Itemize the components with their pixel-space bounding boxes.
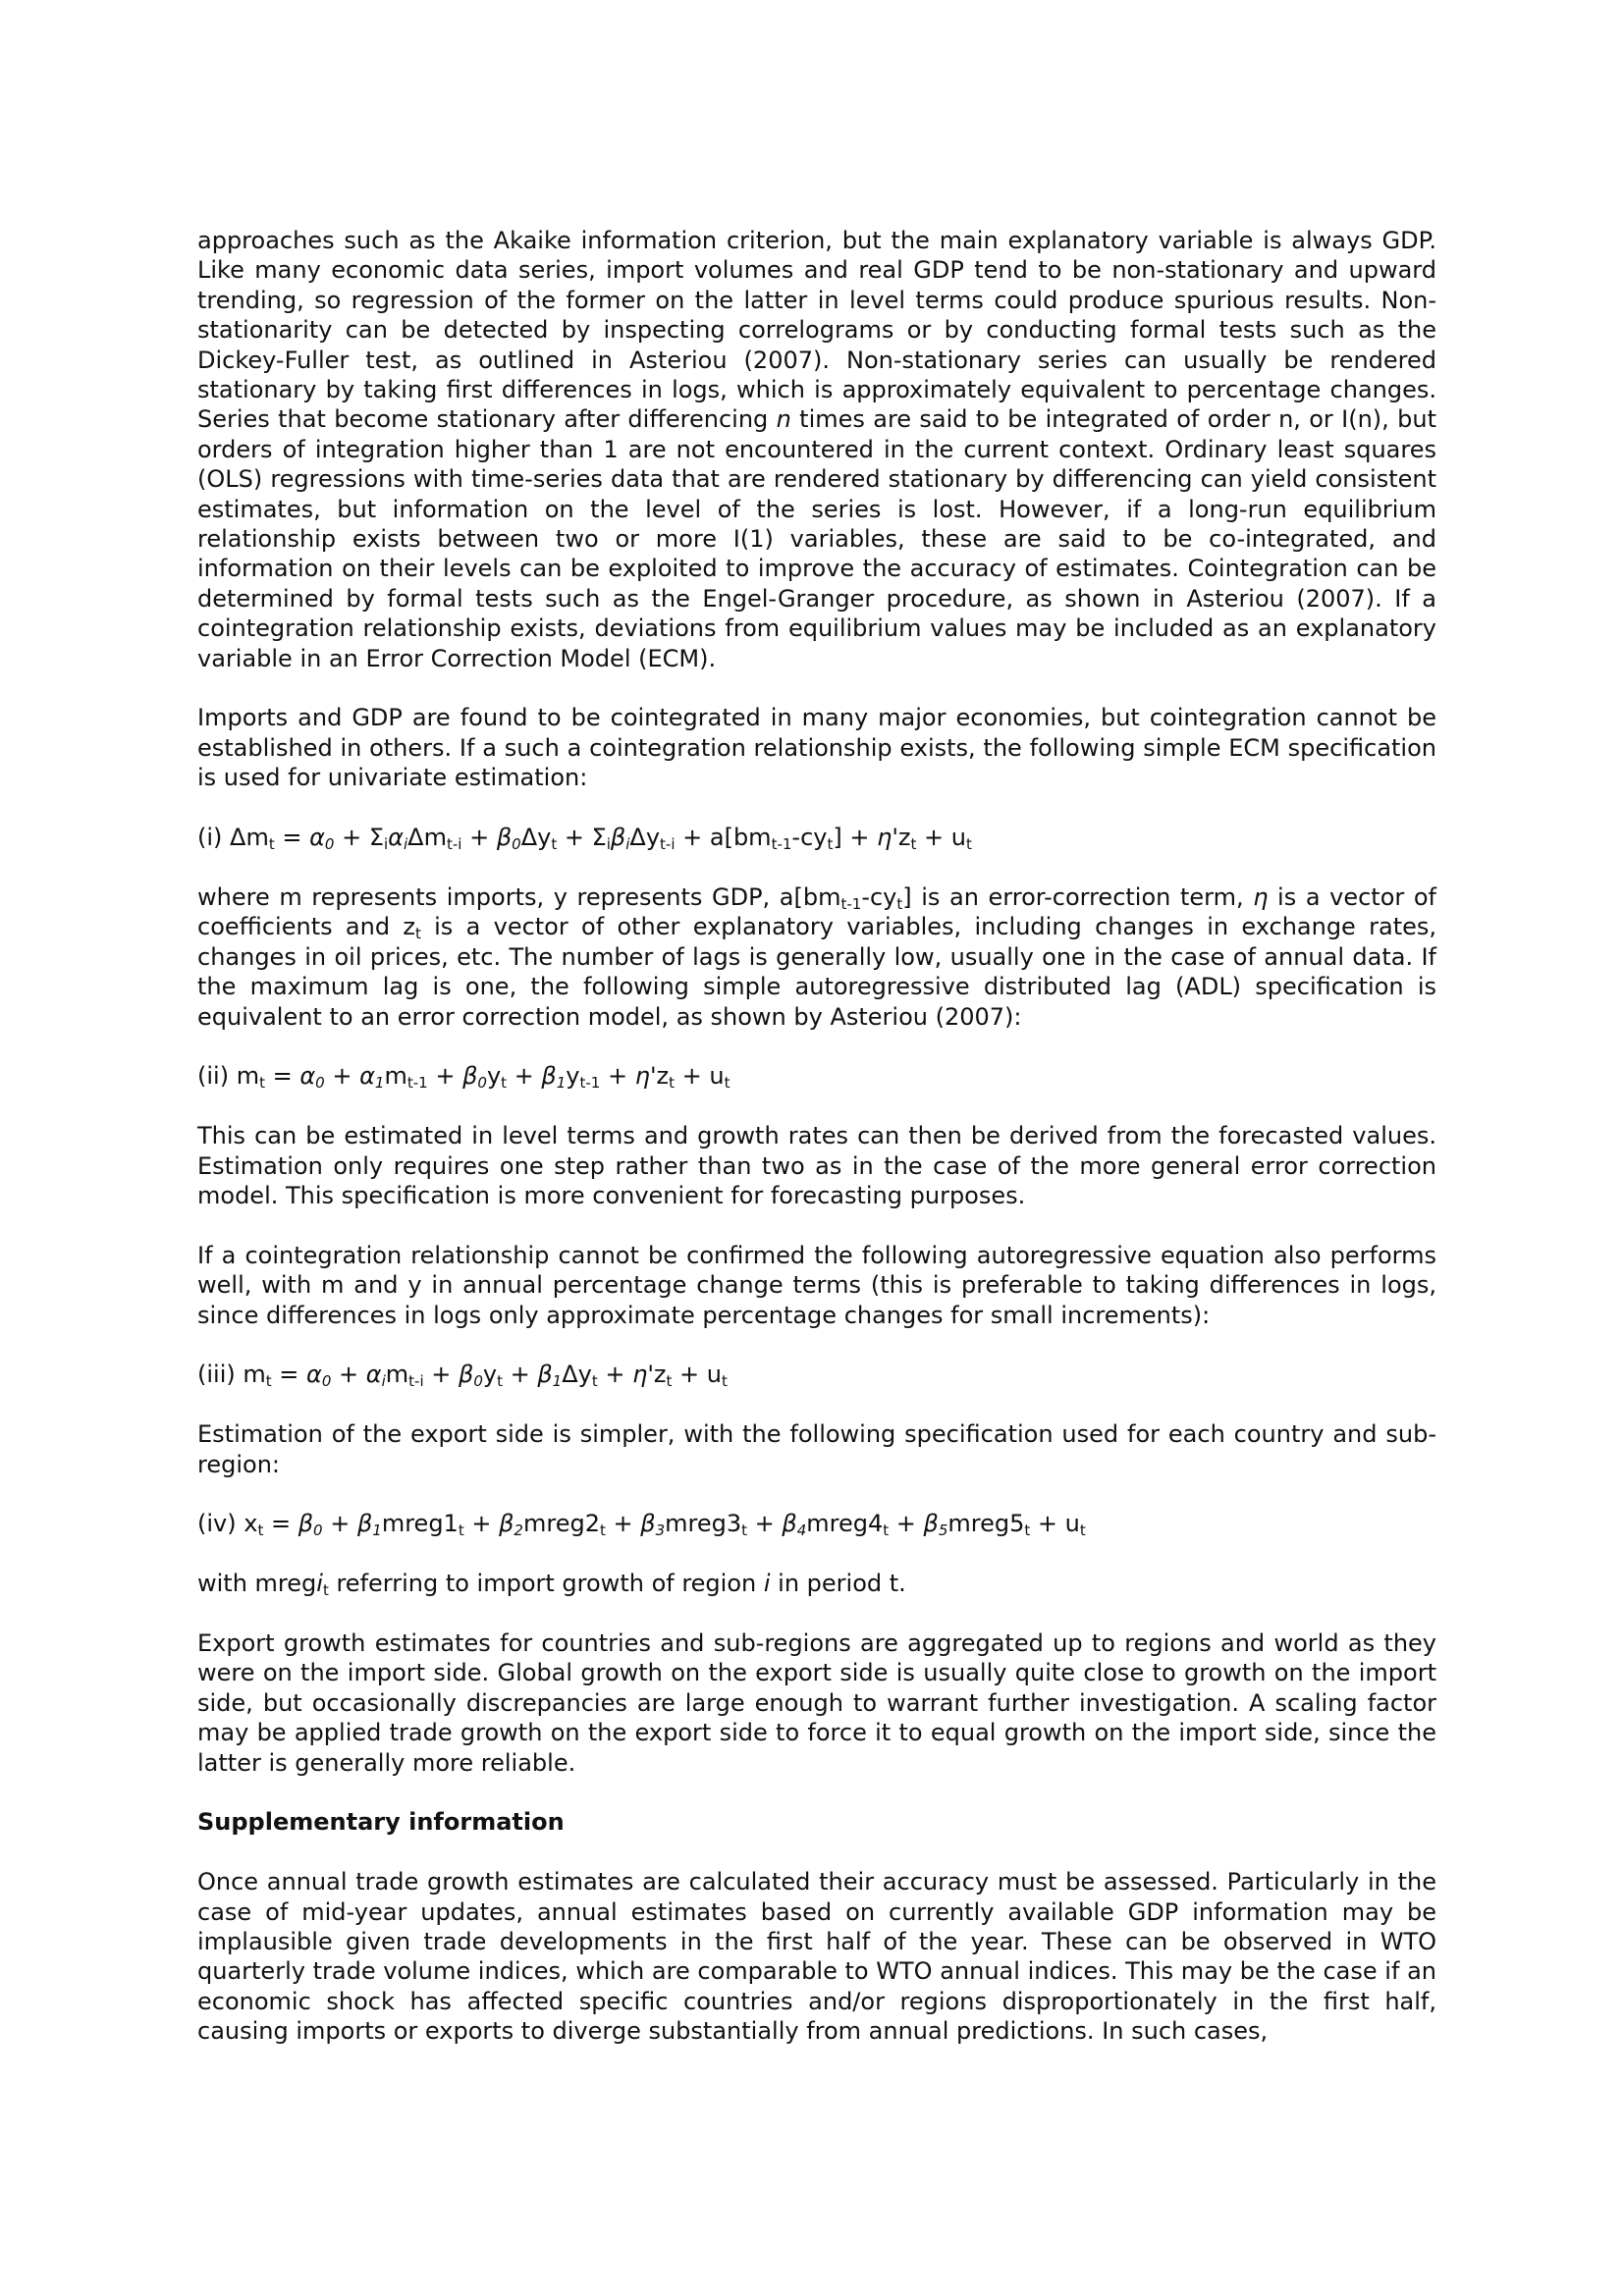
section-heading: Supplementary information (197, 1808, 565, 1837)
paragraph-estimation-methodology: approaches such as the Akaike information criterion, but the main explanatory variable is always GDP. Like many economic data series, import volumes and real GDP tend to be non-stationary and upward trending, so regression of the former on the latter in level terms could produce spurious results. Non-stationarity can be detected by inspecting correlograms or by conducting formal tests such as the Dickey-Fuller test, as outlined in Asteriou (2007). Non-stationary series can usually be rendered stationary by taking first differences in logs, which is approximately equivalent to percentage changes. Series that become stationary after differencing n times are said to be integrated of order n, or I(n), but orders of integration higher than 1 are not encountered in the current context. Ordinary least squares (OLS) regressions with time-series data that are rendered stationary by differencing can yield consistent estimates, but information on the level of the series is lost. However, if a long-run equilibrium relationship exists between two or more I(1) variables, these are said to be co-integrated, and information on their levels can be exploited to improve the accuracy of estimates. Cointegration can be determined by formal tests such as the Engel-Granger procedure, as shown in Asteriou (2007). If a cointegration relationship exists, deviations from equilibrium values may be included as an explanatory variable in an Error Correction Model (ECM). (197, 227, 1436, 672)
paragraph-level-terms: This can be estimated in level terms and growth rates can then be derived from the forecasted values. Estimation only requires one step rather than two as in the case of the more general error correction model. This specification is more convenient for forecasting purposes. (197, 1122, 1436, 1209)
paragraph-cointegration: Imports and GDP are found to be cointegrated in many major economies, but cointegration cannot be established in others. If a such a cointegration relationship exists, the following simple ECM specification is used for univariate estimation: (197, 704, 1436, 792)
paragraph-export-aggregation: Export growth estimates for countries and sub-regions are aggregated up to regions and world as they were on the import side. Global growth on the export side is usually quite close to growth on the import side, but occasionally discrepancies are large enough to warrant further investigation. A scaling factor may be applied trade growth on the export side to force it to equal growth on the import side, since the latter is generally more reliable. (197, 1629, 1436, 1777)
equation-adl: (ii) $m_t = \alpha_0 + \alpha_1m_{t-1} + \beta_0y_t + \beta_1y_{t-1} + \eta'z_t + u_t$ (197, 1062, 730, 1093)
paragraph-export-side: Estimation of the export side is simpler, with the following specification used for each country and sub-region: (197, 1420, 1436, 1478)
paragraph-autoregressive: If a cointegration relationship cannot be confirmed the following autoregressive equation also performs well, with m and y in annual percentage change terms (this is preferable to taking differences in logs, since differences in logs only approximate percentage changes for small increments): (197, 1241, 1436, 1329)
equation-autoregressive: (iii) $m_t = \alpha_0 + \alpha_im_{t-i} + \beta_0y_t + \beta_1\Delta y_t + \eta'z_t + u_t$ (197, 1361, 728, 1391)
paragraph-supplementary: Once annual trade growth estimates are calculated their accuracy must be assessed. Particularly in the case of mid-year updates, annual estimates based on currently available GDP information may be implausible given trade developments in the first half of the year. These can be observed in WTO quarterly trade volume indices, which are comparable to WTO annual indices. This may be the case if an economic shock has affected specific countries and/or regions disproportionately in the first half, causing imports or exports to diverge substantially from annual predictions. In such cases, (197, 1868, 1436, 2046)
document-page (197, 226, 1436, 2047)
equation-export: (iv) $x_t = \beta_0$ + $\beta_1mreg1_t$ + $\beta_2mreg2_t$ + $\beta_3mreg3_t$ + $\beta_4mreg4_t$ + $\beta_5mreg5_t + u_t$ (197, 1510, 1086, 1540)
paragraph-ecm-definitions: where m represents imports, y represents GDP, $a[bm_{t-1}-cy_t]$ is an error-correction term, η is a vector of coefficients and $z_t$ is a vector of other explanatory variables, including changes in exchange rates, changes in oil prices, etc. The number of lags is generally low, usually one in the case of annual data. If the maximum lag is one, the following simple autoregressive distributed lag (ADL) specification is equivalent to an error correction model, as shown by Asteriou (2007): (197, 882, 1437, 1031)
paragraph-mreg-definition: with mregi$_t$ referring to import growth of region i in period t. (197, 1570, 906, 1600)
equation-ecm: (i) $\Delta m_t = \alpha_0 + \Sigma_i\alpha_i\Delta m_{t-i} + \beta_0\Delta y_t + \Sigma_i\beta_i\Delta y_{t-i} + a[bm_{t-1}-cy_t] + \eta'z_t + u_t$ (197, 824, 972, 854)
